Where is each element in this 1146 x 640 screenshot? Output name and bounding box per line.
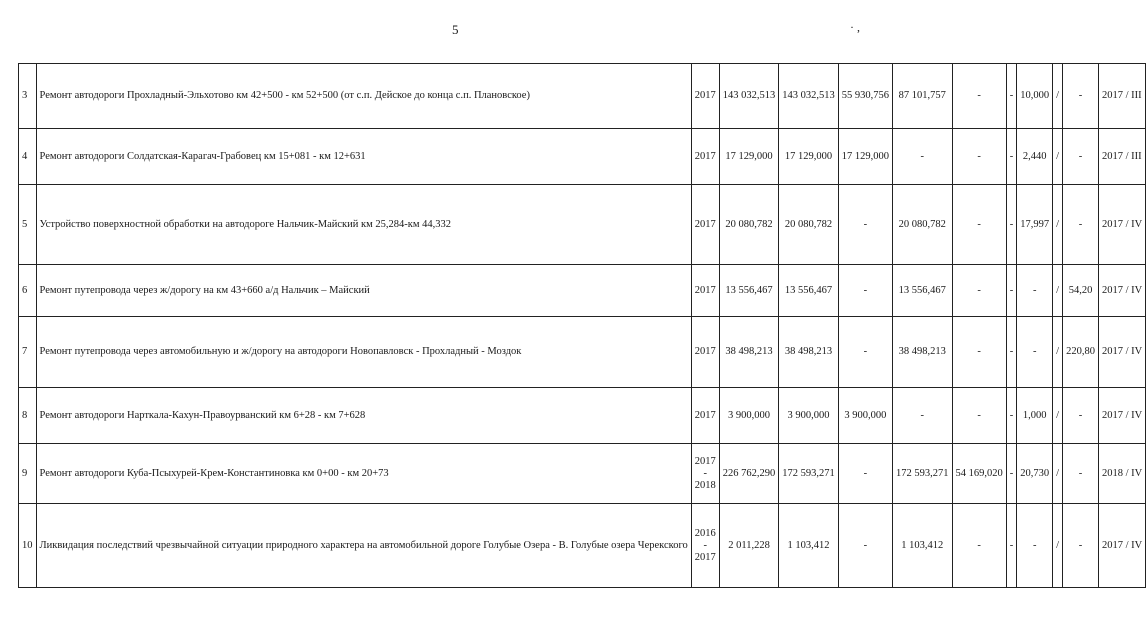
table-row [19, 317, 1146, 388]
financing-col3: 54 169,020 [952, 444, 1006, 504]
financing-col1: - [838, 504, 892, 588]
table-row [19, 388, 1146, 444]
financing-col2: 1 103,412 [893, 504, 953, 588]
financing-col3: - [952, 388, 1006, 444]
completion-term: 2018 / IV [1098, 444, 1145, 504]
financing-col4: - [1006, 444, 1017, 504]
row-number: 3 [19, 64, 37, 129]
separator-slash: / [1053, 185, 1063, 265]
project-name: Ремонт путепровода через ж/дорогу на км 43+660 а/д Нальчик – Майский [36, 265, 691, 317]
financing-col1: 3 900,000 [838, 388, 892, 444]
separator-slash: / [1053, 129, 1063, 185]
total-cost: 226 762,290 [719, 444, 779, 504]
project-name: Ремонт путепровода через автомобильную и ж/дорогу на автодороги Новопавловск - Прохладный - Моздок [36, 317, 691, 388]
row-number: 8 [19, 388, 37, 444]
project-year: 2017 [691, 129, 719, 185]
row-number: 9 [19, 444, 37, 504]
completion-term: 2017 / III [1098, 129, 1145, 185]
project-year: 2017 - 2018 [691, 444, 719, 504]
financing-col1: 17 129,000 [838, 129, 892, 185]
total-cost: 13 556,467 [719, 265, 779, 317]
financing-col3: - [952, 64, 1006, 129]
row-number: 10 [19, 504, 37, 588]
length-km: 17,997 [1017, 185, 1053, 265]
length-pm: - [1063, 388, 1099, 444]
length-km: 10,000 [1017, 64, 1053, 129]
financing-col1: - [838, 185, 892, 265]
row-number: 4 [19, 129, 37, 185]
separator-slash: / [1053, 504, 1063, 588]
table-row [19, 504, 1146, 588]
length-km: 2,440 [1017, 129, 1053, 185]
financing-sum: 13 556,467 [779, 265, 839, 317]
separator-slash: / [1053, 265, 1063, 317]
row-number: 7 [19, 317, 37, 388]
financing-col3: - [952, 185, 1006, 265]
financing-col4: - [1006, 388, 1017, 444]
project-year: 2017 [691, 317, 719, 388]
completion-term: 2017 / IV [1098, 185, 1145, 265]
corner-mark: · , [850, 20, 860, 34]
project-year: 2017 [691, 265, 719, 317]
financing-col2: 38 498,213 [893, 317, 953, 388]
financing-sum: 38 498,213 [779, 317, 839, 388]
financing-col4: - [1006, 317, 1017, 388]
table-row [19, 64, 1146, 129]
financing-col1: - [838, 444, 892, 504]
project-name: Ремонт автодороги Нарткала-Кахун-Правоурванский км 6+28 - км 7+628 [36, 388, 691, 444]
total-cost: 3 900,000 [719, 388, 779, 444]
financing-col2: - [893, 388, 953, 444]
project-year: 2016 - 2017 [691, 504, 719, 588]
financing-col1: - [838, 317, 892, 388]
table-row [19, 444, 1146, 504]
project-name: Устройство поверхностной обработки на автодороге Нальчик-Майский км 25,284-км 44,332 [36, 185, 691, 265]
length-km: 20,730 [1017, 444, 1053, 504]
financing-col1: 55 930,756 [838, 64, 892, 129]
financing-col3: - [952, 504, 1006, 588]
project-name: Ликвидация последствий чрезвычайной ситуации природного характера на автомобильной дороге Голубые Озера - В. Голубые озера Черекского [36, 504, 691, 588]
separator-slash: / [1053, 317, 1063, 388]
table-row [19, 265, 1146, 317]
separator-slash: / [1053, 444, 1063, 504]
separator-slash: / [1053, 388, 1063, 444]
financing-sum: 20 080,782 [779, 185, 839, 265]
financing-col1: - [838, 265, 892, 317]
financing-col2: 20 080,782 [893, 185, 953, 265]
financing-sum: 17 129,000 [779, 129, 839, 185]
financing-col3: - [952, 317, 1006, 388]
length-km: - [1017, 317, 1053, 388]
project-name: Ремонт автодороги Прохладный-Эльхотово км 42+500 - км 52+500 (от с.п. Дейское до конца с.п. Плановское) [36, 64, 691, 129]
financing-col2: 172 593,271 [893, 444, 953, 504]
completion-term: 2017 / IV [1098, 504, 1145, 588]
length-pm: - [1063, 64, 1099, 129]
financing-col3: - [952, 129, 1006, 185]
financing-col4: - [1006, 504, 1017, 588]
separator-slash: / [1053, 64, 1063, 129]
financing-sum: 3 900,000 [779, 388, 839, 444]
financing-col3: - [952, 265, 1006, 317]
table-row [19, 129, 1146, 185]
financing-sum: 143 032,513 [779, 64, 839, 129]
financing-sum: 172 593,271 [779, 444, 839, 504]
projects-table [18, 63, 1146, 588]
completion-term: 2017 / III [1098, 64, 1145, 129]
financing-sum: 1 103,412 [779, 504, 839, 588]
length-pm: - [1063, 185, 1099, 265]
project-year: 2017 [691, 64, 719, 129]
financing-col2: - [893, 129, 953, 185]
financing-col4: - [1006, 185, 1017, 265]
project-name: Ремонт автодороги Куба-Псыхурей-Крем-Константиновка км 0+00 - км 20+73 [36, 444, 691, 504]
project-name: Ремонт автодороги Солдатская-Карагач-Грабовец км 15+081 - км 12+631 [36, 129, 691, 185]
row-number: 5 [19, 185, 37, 265]
total-cost: 17 129,000 [719, 129, 779, 185]
total-cost: 143 032,513 [719, 64, 779, 129]
length-pm: - [1063, 129, 1099, 185]
length-pm: 54,20 [1063, 265, 1099, 317]
financing-col2: 87 101,757 [893, 64, 953, 129]
length-km: - [1017, 504, 1053, 588]
length-km: 1,000 [1017, 388, 1053, 444]
completion-term: 2017 / IV [1098, 317, 1145, 388]
row-number: 6 [19, 265, 37, 317]
page-number: 5 [452, 22, 459, 37]
length-pm: - [1063, 444, 1099, 504]
total-cost: 38 498,213 [719, 317, 779, 388]
table-row [19, 185, 1146, 265]
length-km: - [1017, 265, 1053, 317]
length-pm: 220,80 [1063, 317, 1099, 388]
completion-term: 2017 / IV [1098, 388, 1145, 444]
financing-col4: - [1006, 129, 1017, 185]
total-cost: 20 080,782 [719, 185, 779, 265]
length-pm: - [1063, 504, 1099, 588]
total-cost: 2 011,228 [719, 504, 779, 588]
financing-col4: - [1006, 64, 1017, 129]
project-year: 2017 [691, 388, 719, 444]
completion-term: 2017 / IV [1098, 265, 1145, 317]
financing-col2: 13 556,467 [893, 265, 953, 317]
financing-col4: - [1006, 265, 1017, 317]
project-year: 2017 [691, 185, 719, 265]
